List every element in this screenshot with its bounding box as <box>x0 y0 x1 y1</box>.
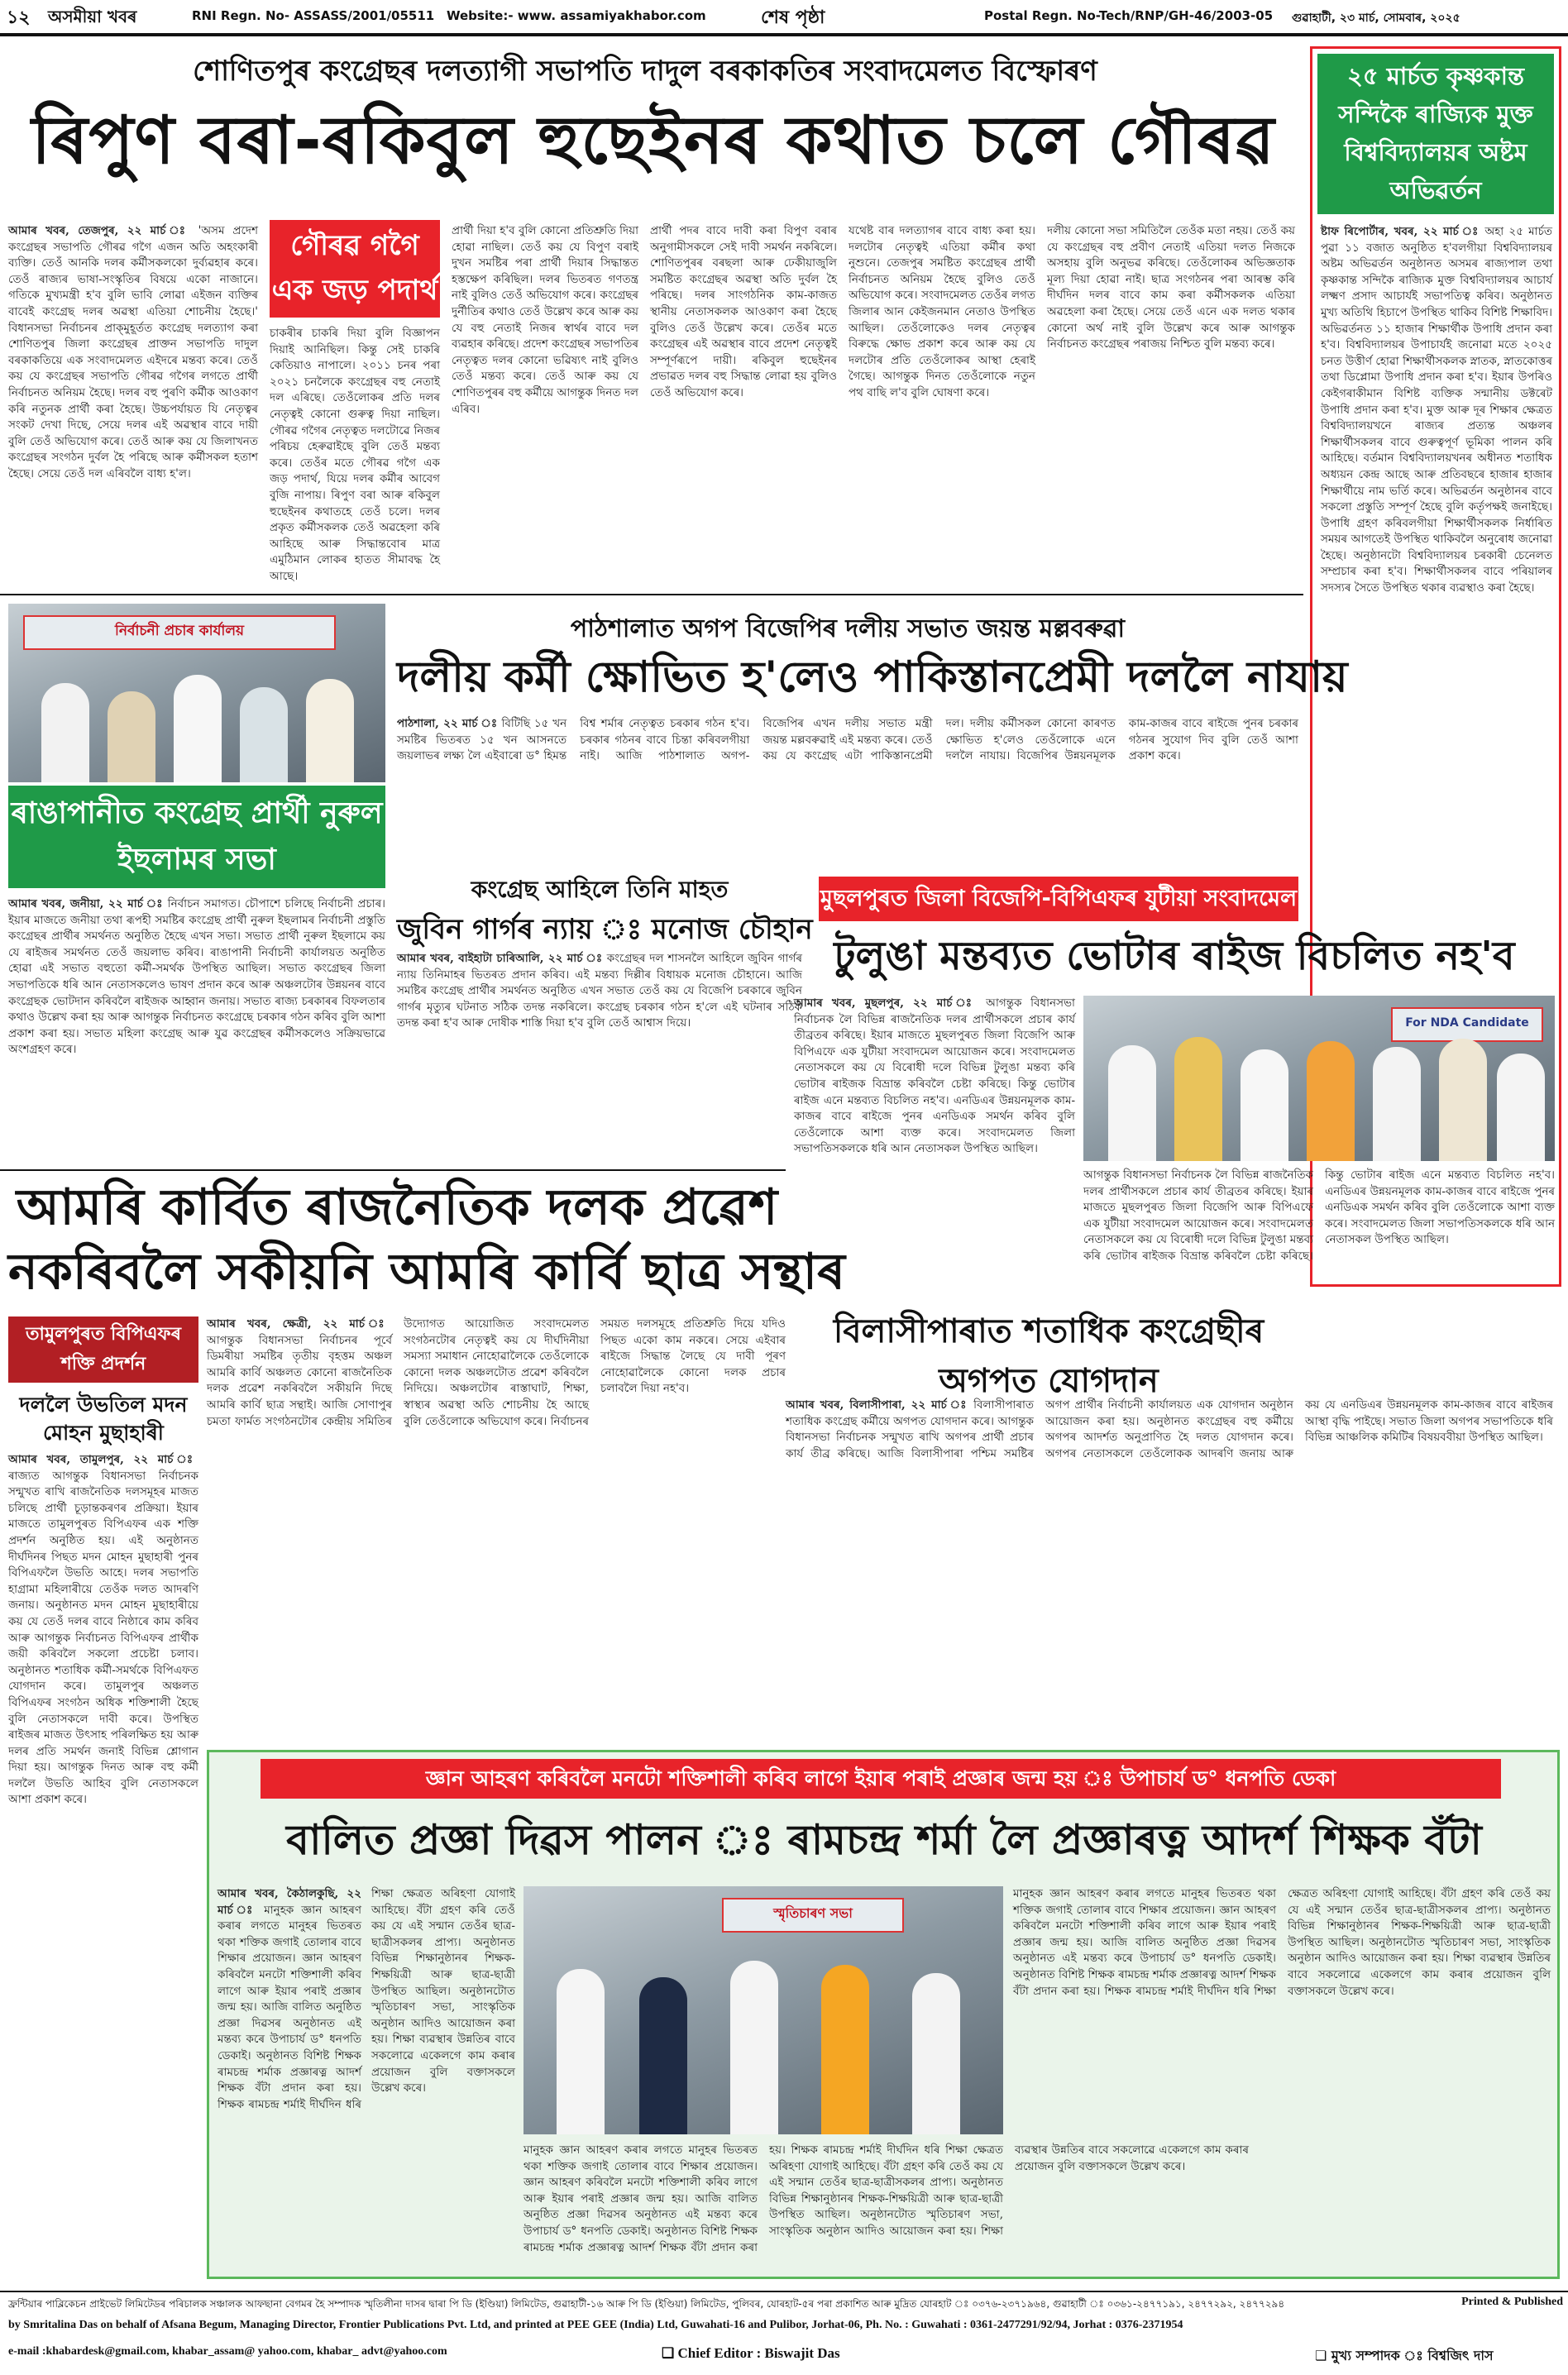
mushalpur-photo-banner-text: For NDA Candidate <box>1405 1016 1529 1030</box>
lead-col-1-text: 'অসম প্ৰদেশ কংগ্ৰেছৰ সভাপতি গৌৰৱ গগৈ এজন অতি অহংকাৰী ব্যক্তি। তেওঁ আনকি দলৰ কৰ্মীসকলকো দুৰ্ব্যৱহাৰ কৰে। তেওঁ ৰাজ্যৰ ভাষা-সংস্কৃতিৰ বিষয়ে একো নাজানে। গতিকে মুখ্যমন্ত্ৰী হ'ব বুলি ভাবি লোৱা এইজন ব্যক্তিৰ বাবেই কংগ্ৰেছ দলৰ অৱস্থা এতিয়া শোচনীয় হৈছে।' বিধানসভা নিৰ্বাচনৰ প্ৰাক্‌মুহূৰ্তত কংগ্ৰেছ দলত্যাগ কৰা শোণিতপুৰ জিলা কংগ্ৰেছৰ প্ৰাক্তন সভাপতি দাদুল বৰকাকতিয়ে এক সংবাদমেলত এইদৰে মন্তব্য কৰে। তেওঁ কয় যে কংগ্ৰেছৰ সভাপতি গৌৰৱ গগৈৰ লগতে প্ৰাৰ্থী নিৰ্বাচনত অনিয়ম হৈছে। দলৰ বহু পুৰণি কৰ্মীক আওকাণ কৰি নতুনক প্ৰাৰ্থী কৰা হৈছে। উচ্চপৰ্যায়ত যি নেতৃত্বৰ সংকট দেখা দিছে, সেয়ে দলৰ এই অৱস্থাৰ বাবে দায়ী বুলি তেওঁ অভিযোগ কৰে। তেওঁ আৰু কয় যে জিলাখনত কংগ্ৰেছৰ সংগঠন দুৰ্বল হৈ পৰিছে আৰু কৰ্মীসকল হতাশ হৈছে। সেয়ে তেওঁ দল এৰিবলৈ বাধ্য হ'ল। <box>8 224 258 480</box>
section-name: শেষ পৃষ্ঠা <box>761 7 825 28</box>
pathsala-text: বিটিছি ১৫ খন সমষ্টিৰ ভিতৰত ১৫ খন আসনতে জয়লাভৰ লক্ষ্য লৈ এইবাৰো ড° হিমন্ত বিশ্ব শৰ্মাৰ নেতৃত্বত চৰকাৰ গঠন হ'ব। চৰকাৰ গঠনৰ বাবে চিন্তা কৰিবলগীয়া নাই। আজি পাঠশালাত অগপ-বিজেপিৰ এখন দলীয় সভাত মন্ত্ৰী জয়ন্ত মল্লবৰুৱাই এই মন্তব্য কৰে। তেওঁ কয় যে কংগ্ৰেছ এটা পাকিস্তানপ্ৰেমী দল। দলীয় কৰ্মীসকল কোনো কাৰণত ক্ষোভিত হ'লেও তেওঁলোকে এনে দললৈ নাযায়। বিজেপিৰ উন্নয়নমূলক কাম-কাজৰ বাবে ৰাইজে পুনৰ চৰকাৰ গঠনৰ সুযোগ দিব বুলি তেওঁ আশা প্ৰকাশ কৰে। <box>397 717 1298 763</box>
rangapani-body <box>8 896 385 1161</box>
education-body-left <box>218 1886 515 2272</box>
rangapani-headline: ৰাঙাপানীত কংগ্ৰেছ প্ৰাৰ্থী নুৰুল ইছলামৰ সভা <box>11 796 383 877</box>
education-section <box>207 1750 1560 2279</box>
tamulpur-box-text: তামুলপুৰত বিপিএফৰ শক্তি প্ৰদৰ্শন <box>26 1324 181 1374</box>
lead-kicker: শোণিতপুৰ কংগ্ৰেছৰ দলত্যাগী সভাপতি দাদুল বৰকাকতিৰ সংবাদমেলত বিস্ফোৰণ <box>193 55 1097 88</box>
footer-line-1: ফ্ৰন্টিয়াৰ পাব্লিকেচন প্ৰাইভেট লিমিটেডৰ পৰিচালক সঞ্চালক আফছানা বেগমৰ হৈ সম্পাদক স্মৃতিলীনা দাসৰ দ্বাৰা পি ডি (ইণ্ডিয়া) লিমিটেড, গুৱাহাটী-১৬ আৰু পি ডি (ইণ্ডিয়া) লিমিটেড, পুলিবৰ, যোৰহাট-৫ৰ পৰা প্ৰকাশিত আৰু মুদ্ৰিত যোৰহাট ঃ ০৩৭৬-২৩৭১৯৬৪, গুৱাহাটী ঃ ০৩৬১-২৪৭৭১৯১, ২৪৭৭২৯২, ২৪৭৭২৯৪ <box>8 2298 1285 2310</box>
photo-figure <box>1439 1039 1487 1161</box>
mushalpur-byline: আমাৰ খবৰ, মুছলপুৰ, ২২ মাৰ্চ ঃ <box>794 996 978 1010</box>
education-text: মানুহক জ্ঞান আহৰণ কৰাৰ লগতে মানুহৰ ভিতৰত থকা শক্তিক জগাই তোলাৰ বাবে শিক্ষাৰ প্ৰয়োজন। জ্ঞান আহৰণ কৰিবলৈ মনটো শক্তিশালী কৰিব লাগে আৰু ইয়াৰ পৰাই প্ৰজ্ঞাৰ জন্ম হয়। আজি বালিত অনুষ্ঠিত প্ৰজ্ঞা দিৱসৰ অনুষ্ঠানত এই মন্তব্য কৰে উপাচাৰ্য ড° ধনপতি ডেকাই। অনুষ্ঠানত বিশিষ্ট শিক্ষক ৰামচন্দ্ৰ শৰ্মাক প্ৰজ্ঞাৰত্ন আদৰ্শ শিক্ষক বঁটা প্ৰদান কৰা হয়। শিক্ষক ৰামচন্দ্ৰ শৰ্মাই দীৰ্ঘদিন ধৰি শিক্ষা ক্ষেত্ৰত অৰিহণা যোগাই আহিছে। বঁটা গ্ৰহণ কৰি তেওঁ কয় যে এই সন্মান তেওঁৰ ছাত্ৰ-ছাত্ৰীসকলৰ প্ৰাপ্য। অনুষ্ঠানত বিভিন্ন শিক্ষানুষ্ঠানৰ শিক্ষক-শিক্ষয়িত্ৰী আৰু ছাত্ৰ-ছাত্ৰী উপস্থিত আছিল। অনুষ্ঠানটোত স্মৃতিচাৰণ সভা, সাংস্কৃতিক অনুষ্ঠান আদিও আয়োজন কৰা হয়। শিক্ষা ব্যৱস্থাৰ উন্নতিৰ বাবে সকলোৱে একেলগে কাম কৰাৰ প্ৰয়োজন বুলি বক্তাসকলে উল্লেখ কৰে। <box>218 1887 515 2111</box>
quote-box-text: গৌৰৱ গগৈ এক জড় পদাৰ্থ <box>271 229 438 307</box>
rangapani-headline-box <box>8 786 385 888</box>
issue-date: গুৱাহাটী, ২৩ মাৰ্চ, সোমবাৰ, ২০২৫ <box>1292 12 1460 25</box>
photo-figure <box>174 675 222 782</box>
photo-figure <box>912 1973 960 2134</box>
student-byline: আমাৰ খবৰ, ক্ষেত্ৰী, ২২ মাৰ্চ ঃ <box>207 1317 392 1331</box>
lead-col-6 <box>1047 223 1295 587</box>
photo-figure <box>41 683 89 782</box>
page-number: ১২ <box>7 7 31 28</box>
mushalpur-kicker-box <box>819 877 1298 921</box>
masthead-rule <box>0 33 1568 36</box>
lead-col-2-text: চাকৰীৰ চাকৰি দিয়া বুলি বিজ্ঞাপন দিয়াই আনিছিল। কিন্তু সেই চাকৰি কেতিয়াও নাপালে। ২০১১ চনৰ পৰা ২০২১ চনলৈকে কংগ্ৰেছৰ বহু নেতাই দল এৰিছে। তেওঁলোকৰ প্ৰতি দলৰ নেতৃত্বই কোনো গুৰুত্ব দিয়া নাছিল। গৌৰৱ গগৈৰ নেতৃত্বত দলটোৱে নিজৰ পৰিচয় হেৰুৱাইছে বুলি তেওঁ মন্তব্য কৰে। তেওঁৰ মতে গৌৰৱ গগৈ এক জড় পদাৰ্থ, যিয়ে দলৰ কৰ্মীৰ আবেগ বুজি নাপায়। ৰিপুণ বৰা আৰু ৰকিবুল হুছেইনৰ কথাতহে তেওঁ চলে। দলৰ প্ৰকৃত কৰ্মীসকলক তেওঁ অৱহেলা কৰি আহিছে আৰু সিদ্ধান্তবোৰ মাত্ৰ এমুঠিমান লোকৰ হাতত সীমাবদ্ধ হৈ আছে। <box>270 327 440 583</box>
photo-figure <box>639 1977 687 2134</box>
education-photo <box>523 1886 1003 2134</box>
student-headline-1: আমৰি কাৰ্বিত ৰাজনৈতিক দলক প্ৰৱেশ <box>16 1178 778 1236</box>
lead-bottom-rule <box>0 594 1303 595</box>
sidebar-headline: ২৫ মাৰ্চত কৃষ্ণকান্ত সন্দিকৈ ৰাজ্যিক মুক্ত বিশ্ববিদ্যালয়ৰ অষ্টম অভিৱৰ্তন <box>1338 62 1533 204</box>
lead-col-5-text: যথেষ্ট বাৰ দলত্যাগৰ বাবে বাধ্য কৰা হয়। দলটোৰ নেতৃত্বই এতিয়া কৰ্মীৰ কথা নুশুনে। তেজপুৰ সমষ্টিত কংগ্ৰেছৰ প্ৰাৰ্থী নিৰ্বাচনত অনিয়ম হৈছে বুলিও তেওঁ অভিযোগ কৰে। সংবাদমেলত তেওঁৰ লগত জিলাৰ আন কেইজনমান নেতাও উপস্থিত আছিল। তেওঁলোকেও দলৰ নেতৃত্বৰ বিৰুদ্ধে ক্ষোভ প্ৰকাশ কৰে আৰু কয় যে দলটোৰ প্ৰতি তেওঁলোকৰ আস্থা হেৰাই গৈছে। আগন্তুক দিনত তেওঁলোকে নতুন পথ বাছি ল'ব বুলি ঘোষণা কৰে। <box>849 224 1035 399</box>
footer-line-2: by Smritalina Das on behalf of Afsana Begum, Managing Director, Frontier Publications Pvt. Ltd, and printed at PEE GEE (India) Ltd, Guwahati-16 and Pulibor, Jorhat-06, Ph. No. : Guwahati : 0361-2477291/92/94, Jorhat : 0376-2371954 <box>8 2319 1183 2331</box>
pathsala-body <box>397 716 1298 862</box>
photo-figure <box>1307 1041 1355 1161</box>
sidebar-text: অহা ২৫ মাৰ্চত পুৱা ১১ বজাত অনুষ্ঠিত হ'বলগীয়া বিশ্ববিদ্যালয়ৰ অষ্টম অভিৱৰ্তন অনুষ্ঠানত অসমৰ ৰাজ্যপাল তথা কৃষ্ণকান্ত সন্দিকৈ ৰাজ্যিক মুক্ত বিশ্ববিদ্যালয়ৰ আচাৰ্য লক্ষ্মণ প্ৰসাদ আচাৰ্যই সভাপতিত্ব কৰিব। অনুষ্ঠানত মুখ্য অতিথি হিচাপে উপস্থিত থাকিব বিশিষ্ট শিক্ষাবিদ। অভিৱৰ্তনত ১১ হাজাৰ শিক্ষাৰ্থীক উপাধি প্ৰদান কৰা হ'ব। বিশ্ববিদ্যালয়ৰ উপাচাৰ্যই জনোৱা মতে ২০২৫ চনত উত্তীৰ্ণ হোৱা শিক্ষাৰ্থীসকলক স্নাতক, স্নাতকোত্তৰ তথা ডিপ্লোমা উপাধি প্ৰদান কৰা হ'ব। ইয়াৰ উপৰিও কেইগৰাকীমান বিশিষ্ট ব্যক্তিক সন্মানীয় ডক্টৰেট উপাধি প্ৰদান কৰা হ'ব। মুক্ত আৰু দূৰ শিক্ষাৰ ক্ষেত্ৰত বিশ্ববিদ্যালয়খনে ৰাজ্যৰ প্ৰত্যন্ত অঞ্চলৰ শিক্ষাৰ্থীসকলৰ বাবে গুৰুত্বপূৰ্ণ ভূমিকা পালন কৰি আহিছে। বৰ্তমান বিশ্ববিদ্যালয়খনৰ অধীনত শতাধিক অধ্যয়ন কেন্দ্ৰ আছে আৰু প্ৰতিবছৰে হাজাৰ হাজাৰ শিক্ষাৰ্থীয়ে নাম ভৰ্তি কৰে। অভিৱৰ্তন অনুষ্ঠানৰ বাবে সকলো প্ৰস্তুতি সম্পূৰ্ণ হৈছে বুলি কৰ্তৃপক্ষই জনাইছে। উপাধি গ্ৰহণ কৰিবলগীয়া শিক্ষাৰ্থীসকলক নিৰ্ধাৰিত সময়ৰ আগতেই উপস্থিত থাকিবলৈ অনুৰোধ জনোৱা হৈছে। অনুষ্ঠানটো বিশ্ববিদ্যালয়ৰ চৰকাৰী চেনেলত সম্প্ৰচাৰ কৰা হ'ব। শিক্ষাৰ্থীসকলৰ বাবে পৰিয়ালৰ সদস্যৰ সৈতে উপস্থিত থকাৰ ব্যৱস্থাও কৰা হৈছে। <box>1321 225 1552 595</box>
rangapani-text: নিৰ্বাচন সমাগত। চৌপাশে চলিছে নিৰ্বাচনী প্ৰচাৰ। ইয়াৰ মাজতে জনীয়া তথা ৰূপহী সমষ্টিৰ কংগ্ৰেছ প্ৰাৰ্থী নুৰুল ইছলামৰ নিৰ্বাচনী প্ৰস্তুতি কংগ্ৰেছৰ প্ৰাৰ্থীৰ সমৰ্থনত অনুষ্ঠিত হৈছে এখন সভা। সভাত প্ৰাৰ্থী নুৰুল ইছলামে কয় যে ৰাইজৰ সমৰ্থনত তেওঁ জয়লাভ কৰিব। ৰাঙাপানী নিৰ্বাচনী কাৰ্যালয়ত অনুষ্ঠিত হোৱা এই সভাত বহুতো কৰ্মী-সমৰ্থক উপস্থিত আছিল। সভাত কংগ্ৰেছৰ জিলা সভাপতিকে ধৰি আন নেতাসকলেও ভাষণ প্ৰদান কৰে আৰু অঞ্চলটোৰ উন্নয়নৰ বাবে কংগ্ৰেছক ভোটদান কৰিবলৈ ৰাইজক আহ্বান জনায়। সভাত ৰাজ্য চৰকাৰৰ বিফলতাৰ কথাও উল্লেখ কৰা হয় আৰু আগন্তুক নিৰ্বাচনত কংগ্ৰেছে চৰকাৰ গঠন কৰিব বুলি আশা প্ৰকাশ কৰা হয়। সভাত মহিলা কংগ্ৰেছ আৰু যুৱ কংগ্ৰেছৰ কৰ্মীসকলেও সক্ৰিয়ভাৱে অংশগ্ৰহণ কৰে। <box>8 897 385 1057</box>
rangapani-photo-banner-text: নিৰ্বাচনী প্ৰচাৰ কাৰ্যালয় <box>114 623 245 639</box>
tamulpur-box <box>8 1317 198 1383</box>
rangapani-photo <box>8 604 385 782</box>
photo-figure <box>730 1961 778 2134</box>
lead-byline: আমাৰ খবৰ, তেজপুৰ, ২২ মাৰ্চ ঃ <box>8 224 190 237</box>
rangapani-photo-banner <box>23 615 336 650</box>
postal-number: Postal Regn. No-Tech/RNP/GH-46/2003-05 <box>984 8 1274 23</box>
photo-figure <box>557 1969 605 2134</box>
education-text-mid: মানুহক জ্ঞান আহৰণ কৰাৰ লগতে মানুহৰ ভিতৰত থকা শক্তিক জগাই তোলাৰ বাবে শিক্ষাৰ প্ৰয়োজন। জ্ঞান আহৰণ কৰিবলৈ মনটো শক্তিশালী কৰিব লাগে আৰু ইয়াৰ পৰাই প্ৰজ্ঞাৰ জন্ম হয়। আজি বালিত অনুষ্ঠিত প্ৰজ্ঞা দিৱসৰ অনুষ্ঠানত এই মন্তব্য কৰে উপাচাৰ্য ড° ধনপতি ডেকাই। অনুষ্ঠানত বিশিষ্ট শিক্ষক ৰামচন্দ্ৰ শৰ্মাক প্ৰজ্ঞাৰত্ন আদৰ্শ শিক্ষক বঁটা প্ৰদান কৰা হয়। শিক্ষক ৰামচন্দ্ৰ শৰ্মাই দীৰ্ঘদিন ধৰি শিক্ষা ক্ষেত্ৰত অৰিহণা যোগাই আহিছে। বঁটা গ্ৰহণ কৰি তেওঁ কয় যে এই সন্মান তেওঁৰ ছাত্ৰ-ছাত্ৰীসকলৰ প্ৰাপ্য। অনুষ্ঠানত বিভিন্ন শিক্ষানুষ্ঠানৰ শিক্ষক-শিক্ষয়িত্ৰী আৰু ছাত্ৰ-ছাত্ৰী উপস্থিত আছিল। অনুষ্ঠানটোত স্মৃতিচাৰণ সভা, সাংস্কৃতিক অনুষ্ঠান আদিও আয়োজন কৰা হয়। শিক্ষা ব্যৱস্থাৰ উন্নতিৰ বাবে সকলোৱে একেলগে কাম কৰাৰ প্ৰয়োজন বুলি বক্তাসকলে উল্লেখ কৰে। <box>523 2143 1249 2254</box>
photo-figure <box>240 687 288 782</box>
sidebar-headline-box <box>1317 54 1554 214</box>
photo-figure <box>1373 1047 1421 1161</box>
photo-figure <box>306 679 354 782</box>
square-bullet-icon: ❏ <box>1315 2348 1331 2363</box>
footer-editor <box>1315 2345 1563 2368</box>
education-photo-banner-text: স্মৃতিচাৰণ সভা <box>773 1905 853 1921</box>
footer-chief-editor <box>662 2345 1075 2362</box>
footer-email[interactable]: e-mail :khabardesk@gmail.com, khabar_assam@ yahoo.com, khabar_ advt@yahoo.com <box>8 2345 447 2358</box>
sidebar-byline: ষ্টাফ ৰিপোৰ্টাৰ, খবৰ, ২২ মাৰ্চ ঃ <box>1321 225 1480 238</box>
square-bullet-icon: ❏ <box>662 2345 678 2361</box>
masthead <box>0 0 1568 33</box>
tamulpur-byline: আমাৰ খবৰ, তামুলপুৰ, ২২ মাৰ্চ ঃ <box>8 1453 198 1466</box>
education-kicker: জ্ঞান আহৰণ কৰিবলৈ মনটো শক্তিশালী কৰিব লাগে ইয়াৰ পৰাই প্ৰজ্ঞাৰ জন্ম হয় ঃ উপাচাৰ্য ড° ধনপতি ডেকা <box>425 1766 1336 1790</box>
bilasipara-body <box>786 1398 1553 1745</box>
mushalpur-photo <box>1083 996 1555 1161</box>
mushalpur-headline: টুলুঙা মন্তব্যত ভোটাৰ ৰাইজ বিচলিত নহ'ব <box>834 933 1515 979</box>
zubeen-byline: আমাৰ খবৰ, বাইহাটা চাৰিআলি, ২২ মাৰ্চ ঃ <box>397 952 603 965</box>
education-text-right: মানুহক জ্ঞান আহৰণ কৰাৰ লগতে মানুহৰ ভিতৰত থকা শক্তিক জগাই তোলাৰ বাবে শিক্ষাৰ প্ৰয়োজন। জ্ঞান আহৰণ কৰিবলৈ মনটো শক্তিশালী কৰিব লাগে আৰু ইয়াৰ পৰাই প্ৰজ্ঞাৰ জন্ম হয়। আজি বালিত অনুষ্ঠিত প্ৰজ্ঞা দিৱসৰ অনুষ্ঠানত এই মন্তব্য কৰে উপাচাৰ্য ড° ধনপতি ডেকাই। অনুষ্ঠানত বিশিষ্ট শিক্ষক ৰামচন্দ্ৰ শৰ্মাক প্ৰজ্ঞাৰত্ন আদৰ্শ শিক্ষক বঁটা প্ৰদান কৰা হয়। শিক্ষক ৰামচন্দ্ৰ শৰ্মাই দীৰ্ঘদিন ধৰি শিক্ষা ক্ষেত্ৰত অৰিহণা যোগাই আহিছে। বঁটা গ্ৰহণ কৰি তেওঁ কয় যে এই সন্মান তেওঁৰ ছাত্ৰ-ছাত্ৰীসকলৰ প্ৰাপ্য। অনুষ্ঠানত বিভিন্ন শিক্ষানুষ্ঠানৰ শিক্ষক-শিক্ষয়িত্ৰী আৰু ছাত্ৰ-ছাত্ৰী উপস্থিত আছিল। অনুষ্ঠানটোত স্মৃতিচাৰণ সভা, সাংস্কৃতিক অনুষ্ঠান আদিও আয়োজন কৰা হয়। শিক্ষা ব্যৱস্থাৰ উন্নতিৰ বাবে সকলোৱে একেলগে কাম কৰাৰ প্ৰয়োজন বুলি বক্তাসকলে উল্লেখ কৰে। <box>1013 1887 1551 1998</box>
bilasipara-text: বিলাসীপাৰাত শতাধিক কংগ্ৰেছ কৰ্মীয়ে অগপত যোগদান কৰে। আগন্তুক বিধানসভা নিৰ্বাচনক সন্মুখত ৰাখি অগপৰ প্ৰাৰ্থী প্ৰচাৰ কাৰ্য তীব্ৰ কৰিছে। আজি বিলাসীপাৰা পশ্চিম সমষ্টিৰ অগপ প্ৰাৰ্থীৰ নিৰ্বাচনী কাৰ্যালয়ত এক যোগদান অনুষ্ঠান আয়োজন কৰা হয়। অনুষ্ঠানত কংগ্ৰেছৰ বহু কৰ্মীয়ে অগপৰ আদৰ্শত অনুপ্ৰাণিত হৈ দলত যোগদান কৰে। অগপৰ নেতাসকলে তেওঁলোকক আদৰণি জনায় আৰু কয় যে এনডিএৰ উন্নয়নমূলক কাম-কাজৰ বাবে ৰাইজৰ আস্থা বৃদ্ধি পাইছে। সভাত জিলা অগপৰ সভাপতিকে ধৰি বিভিন্ন আঞ্চলিক কমিটিৰ বিষয়ববীয়া উপস্থিত আছিল। <box>786 1398 1553 1460</box>
student-body <box>207 1317 786 1747</box>
education-headline: বালিত প্ৰজ্ঞা দিৱস পালন ঃ ৰামচন্দ্ৰ শৰ্মা লৈ প্ৰজ্ঞাৰত্ন আদৰ্শ শিক্ষক বঁটা <box>286 1816 1482 1864</box>
lead-col-2 <box>270 326 440 587</box>
lead-col-1 <box>8 223 258 587</box>
photo-figure <box>1241 1049 1288 1161</box>
chief-editor-name: Chief Editor : Biswajit Das <box>677 2345 840 2361</box>
pathsala-headline: দলীয় কৰ্মী ক্ষোভিত হ'লেও পাকিস্তানপ্ৰেমী দললৈ নাযায় <box>397 652 1348 702</box>
lead-col-6-text: দলীয় কোনো সভা সমিতিলৈ তেওঁক মতা নহয়। তেওঁ কয় যে কংগ্ৰেছৰ বহু প্ৰবীণ নেতাই এতিয়া দলত নিজকে অসহায় বুলি অনুভৱ কৰিছে। তেওঁলোকৰ অভিজ্ঞতাক মূল্য দিয়া হোৱা নাই। ছাত্ৰ সংগঠনৰ পৰা আৰম্ভ কৰি দীৰ্ঘদিন দলৰ বাবে কাম কৰা কৰ্মীসকলক এতিয়া অৱহেলা কৰা হৈছে। সেয়ে তেওঁ এনে এক দলত থকাৰ কোনো অৰ্থ নাই বুলি উল্লেখ কৰে আৰু আগন্তুক নিৰ্বাচনত কংগ্ৰেছৰ পৰাজয় নিশ্চিত বুলি মন্তব্য কৰে। <box>1047 224 1295 351</box>
paper-name: অসমীয়া খবৰ <box>48 7 137 26</box>
editor-name: মুখ্য সম্পাদক ঃ বিশ্বজিৎ দাস <box>1331 2348 1494 2363</box>
footer-printed: Printed & Published <box>1461 2296 1563 2308</box>
lead-col-4 <box>650 223 837 587</box>
footer-rule <box>0 2291 1568 2292</box>
education-body-right <box>1013 1886 1551 2272</box>
zubeen-headline: জুবিন গাৰ্গৰ ন্যায় ঃ মনোজ চৌহান <box>397 913 813 946</box>
tamulpur-text: ৰাজ্যত আগন্তুক বিধানসভা নিৰ্বাচনক সন্মুখত ৰাখি ৰাজনৈতিক দলসমূহৰ মাজত চলিছে প্ৰাৰ্থী চূড়ান্তকৰণৰ প্ৰক্ৰিয়া। ইয়াৰ মাজতে তামুলপুৰত বিপিএফৰ এক শক্তি প্ৰদৰ্শন অনুষ্ঠিত হয়। এই অনুষ্ঠানত দীৰ্ঘদিনৰ পিছত মদন মোহন মুছাহাৰী পুনৰ বিপিএফলৈ উভতি আহে। দলৰ সভাপতি হাগ্ৰামা মহিলাৰীয়ে তেওঁক দলত আদৰণি জনায়। অনুষ্ঠানত মদন মোহন মুছাহাৰীয়ে কয় যে তেওঁ দলৰ বাবে নিষ্ঠাৰে কাম কৰিব আৰু আগন্তুক নিৰ্বাচনত বিপিএফৰ প্ৰাৰ্থীক জয়ী কৰিবলৈ সকলো প্ৰচেষ্টা চলাব। অনুষ্ঠানত শতাধিক কৰ্মী-সমৰ্থকে বিপিএফত যোগদান কৰে। তামুলপুৰ অঞ্চলত বিপিএফৰ সংগঠন অধিক শক্তিশালী হৈছে বুলি নেতাসকলে দাবী কৰে। উপস্থিত ৰাইজৰ মাজত উৎসাহ পৰিলক্ষিত হয় আৰু দলৰ প্ৰতি সমৰ্থন জনাই বিভিন্ন শ্লোগান দিয়া হয়। আগন্তুক দিনত আৰু বহু কৰ্মী দললৈ উভতি আহিব বুলি নেতাসকলে আশা প্ৰকাশ কৰে। <box>8 1469 198 1807</box>
student-headline-2: নকৰিবলৈ সকীয়নি আমৰি কাৰ্বি ছাত্ৰ সন্থাৰ <box>8 1243 845 1301</box>
tamulpur-body <box>8 1452 198 2196</box>
mushalpur-photo-banner <box>1391 1007 1543 1042</box>
education-photo-banner <box>722 1898 904 1933</box>
photo-figure <box>1108 1045 1156 1161</box>
mushalpur-text: আগন্তুক বিধানসভা নিৰ্বাচনক লৈ বিভিন্ন ৰাজনৈতিক দলৰ প্ৰাৰ্থীসকলে প্ৰচাৰ কাৰ্য তীব্ৰতৰ কৰিছে। ইয়াৰ মাজতে মুছলপুৰত জিলা বিজেপি আৰু বিপিএফে এক যুটীয়া সংবাদমেল আয়োজন কৰে। সংবাদমেলত নেতাসকলে কয় যে বিৰোধী দলে বিভিন্ন টুলুঙা মন্তব্য কৰি ভোটাৰ ৰাইজক বিভ্ৰান্ত কৰিবলৈ চেষ্টা কৰিছে। কিন্তু ভোটাৰ ৰাইজ এনে মন্তব্যত বিচলিত নহ'ব। এনডিএৰ উন্নয়নমূলক কাম-কাজৰ বাবে ৰাইজে পুনৰ এনডিএক সমৰ্থন কৰিব বুলি তেওঁলোকে আশা ব্যক্ত কৰে। সংবাদমেলত জিলা সভাপতিসকলকে ধৰি আন নেতাসকল উপস্থিত আছিল। <box>794 996 1075 1156</box>
bilasipara-byline: আমাৰ খবৰ, বিলাসীপাৰা, ২২ মাৰ্চ ঃ <box>786 1398 968 1412</box>
website-link[interactable]: Website:- www. assamiyakhabor.com <box>447 8 706 23</box>
photo-figure <box>1174 1037 1222 1161</box>
mushalpur-text-cont: আগন্তুক বিধানসভা নিৰ্বাচনক লৈ বিভিন্ন ৰাজনৈতিক দলৰ প্ৰাৰ্থীসকলে প্ৰচাৰ কাৰ্য তীব্ৰতৰ কৰিছে। ইয়াৰ মাজতে মুছলপুৰত জিলা বিজেপি আৰু বিপিএফে এক যুটীয়া সংবাদমেল আয়োজন কৰে। সংবাদমেলত নেতাসকলে কয় যে বিৰোধী দলে বিভিন্ন টুলুঙা মন্তব্য কৰি ভোটাৰ ৰাইজক বিভ্ৰান্ত কৰিবলৈ চেষ্টা কৰিছে। কিন্তু ভোটাৰ ৰাইজ এনে মন্তব্যত বিচলিত নহ'ব। এনডিএৰ উন্নয়নমূলক কাম-কাজৰ বাবে ৰাইজে পুনৰ এনডিএক সমৰ্থন কৰিব বুলি তেওঁলোকে আশা ব্যক্ত কৰে। সংবাদমেলত জিলা সভাপতিসকলকে ধৰি আন নেতাসকল উপস্থিত আছিল। <box>1083 1168 1555 1263</box>
education-kicker-box <box>261 1759 1501 1799</box>
rni-number: RNI Regn. No- ASSASS/2001/05511 <box>192 8 435 23</box>
mushalpur-body-cont <box>1083 1168 1555 1280</box>
zubeen-body <box>397 951 802 1163</box>
mushalpur-kicker: মুছলপুৰত জিলা বিজেপি-বিপিএফৰ যুটীয়া সংবাদমেল <box>820 886 1298 911</box>
tamulpur-headline: দললৈ উভতিল মদন মোহন মুছাহাৰী <box>19 1393 188 1445</box>
photo-figure <box>821 1965 869 2134</box>
lead-col-3 <box>452 223 638 587</box>
photo-figure <box>108 691 155 782</box>
pathsala-byline: পাঠশালা, ২২ মাৰ্চ ঃ <box>397 717 498 730</box>
student-top-rule <box>0 1169 786 1171</box>
zubeen-text: কংগ্ৰেছৰ দল শাসনলৈ আহিলে জুবিন গাৰ্গৰ ন্যায় তিনিমাহৰ ভিতৰত প্ৰদান কৰিব। এই মন্তব্য দিল্লীৰ বিধায়ক মনোজ চৌহানে। আজি সমষ্টিৰ কংগ্ৰেছ প্ৰাৰ্থীৰ সমৰ্থনত অনুষ্ঠিত এখন সভাত তেওঁ কয় যে বিজেপি চৰকাৰে জুবিন গাৰ্গৰ মৃত্যুৰ ঘটনাত সঠিক তদন্ত নকৰিলে। কংগ্ৰেছ চৰকাৰ গঠন হ'লে এই ঘটনাৰ সঠিক তদন্ত কৰা হ'ব আৰু দোষীক শাস্তি দিয়া হ'ব বুলি তেওঁ আশ্বাস দিয়ে। <box>397 952 802 1030</box>
bilasipara-headline: বিলাসীপাৰাত শতাধিক কংগ্ৰেছীৰ অগপত যোগদান <box>833 1312 1264 1400</box>
zubeen-kicker: কংগ্ৰেছ আহিলে তিনি মাহত <box>471 876 729 903</box>
student-text: আগন্তুক বিধানসভা নিৰ্বাচনৰ পূৰ্বে ডিমৰীয়া সমষ্টিৰ তৃতীয় বৃহত্তম অঞ্চল আমৰি কাৰ্বি অঞ্চলত কোনো ৰাজনৈতিক দলক প্ৰৱেশ নকৰিবলৈ সকীয়নি দিছে আমৰি কাৰ্বি ছাত্ৰ সন্থাই। আজি সোণাপুৰ চমতা ফাৰ্মত সংগঠনটোৰ কেন্দ্ৰীয় সমিতিৰ উদ্যোগত আয়োজিত সংবাদমেলত সংগঠনটোৰ নেতৃত্বই কয় যে দীৰ্ঘদিনীয়া সমস্যা সমাধান নোহোৱালৈকে তেওঁলোকে কোনো দলক অঞ্চলটোত প্ৰৱেশ কৰিবলৈ নিদিয়ে। অঞ্চলটোৰ ৰাস্তাঘাট, শিক্ষা, স্বাস্থ্যৰ অৱস্থা অতি শোচনীয় হৈ আছে বুলি তেওঁলোকে অভিযোগ কৰে। নিৰ্বাচনৰ সময়ত দলসমূহে প্ৰতিশ্ৰুতি দিয়ে যদিও পিছত একো কাম নকৰে। সেয়ে এইবাৰ ৰাইজে সিদ্ধান্ত লৈছে যে দাবী পূৰণ নোহোৱালৈকে কোনো দলক প্ৰচাৰ চলাবলৈ দিয়া নহ'ব। <box>207 1317 786 1428</box>
quote-box <box>270 220 440 318</box>
education-byline: আমাৰ খবৰ, কৈঠালকুছি, ২২ মাৰ্চ ঃ <box>218 1887 361 1917</box>
lead-col-5 <box>849 223 1035 587</box>
mushalpur-body <box>794 996 1075 1280</box>
lead-col-4-text: প্ৰাৰ্থী পদৰ বাবে দাবী কৰা বিপুণ বৰাৰ অনুগামীসকলে সেই দাবী সমৰ্থন নকৰিলে। শোণিতপুৰৰ বৰছলা আৰু ঢেকীয়াজুলি সমষ্টিত কংগ্ৰেছৰ অৱস্থা অতি দুৰ্বল হৈ পৰিছে। দলৰ সাংগঠনিক কাম-কাজত স্থানীয় নেতাসকলক আওকাণ কৰা হৈছে বুলিও তেওঁ উল্লেখ কৰে। তেওঁৰ মতে কংগ্ৰেছৰ এই অৱস্থাৰ বাবে প্ৰদেশ নেতৃত্বই সম্পূৰ্ণৰূপে দায়ী। ৰকিবুল হুছেইনৰ প্ৰভাৱত দলৰ বহু সিদ্ধান্ত লোৱা হয় বুলিও তেওঁ অভিযোগ কৰে। <box>650 224 837 399</box>
lead-col-3-text: প্ৰাৰ্থী দিয়া হ'ব বুলি কোনো প্ৰতিশ্ৰুতি দিয়া হোৱা নাছিল। তেওঁ কয় যে বিপুণ বৰাই দুখন সমষ্টিৰ পৰা প্ৰাৰ্থী দিয়াৰ সিদ্ধান্তত হস্তক্ষেপ কৰিছিল। দলৰ ভিতৰত গণতন্ত্ৰ নাই বুলিও তেওঁ অভিযোগ কৰে। কংগ্ৰেছৰ দুৰ্নীতিৰ কথাও তেওঁ উল্লেখ কৰে আৰু কয় যে বহু নেতাই নিজৰ স্বাৰ্থৰ বাবে দল ব্যৱহাৰ কৰিছে। প্ৰদেশ কংগ্ৰেছৰ সভাপতিৰ নেতৃত্বত দলৰ কোনো ভৱিষ্যৎ নাই বুলিও তেওঁ মন্তব্য কৰে। তেওঁ আৰু কয় যে শোণিতপুৰৰ বহু কৰ্মীয়ে আগন্তুক দিনত দল এৰিব। <box>452 224 638 416</box>
photo-figure <box>1497 1054 1545 1161</box>
rangapani-byline: আমাৰ খবৰ, জনীয়া, ২২ মাৰ্চ ঃ <box>8 897 164 910</box>
education-body-mid <box>523 2143 1249 2272</box>
pathsala-kicker: পাঠশালাত অগপ বিজেপিৰ দলীয় সভাত জয়ন্ত মল্লবৰুৱা <box>570 614 1126 643</box>
lead-headline: ৰিপুণ বৰা-ৰকিবুল হুছেইনৰ কথাত চলে গৌৰৱ <box>31 102 1275 179</box>
